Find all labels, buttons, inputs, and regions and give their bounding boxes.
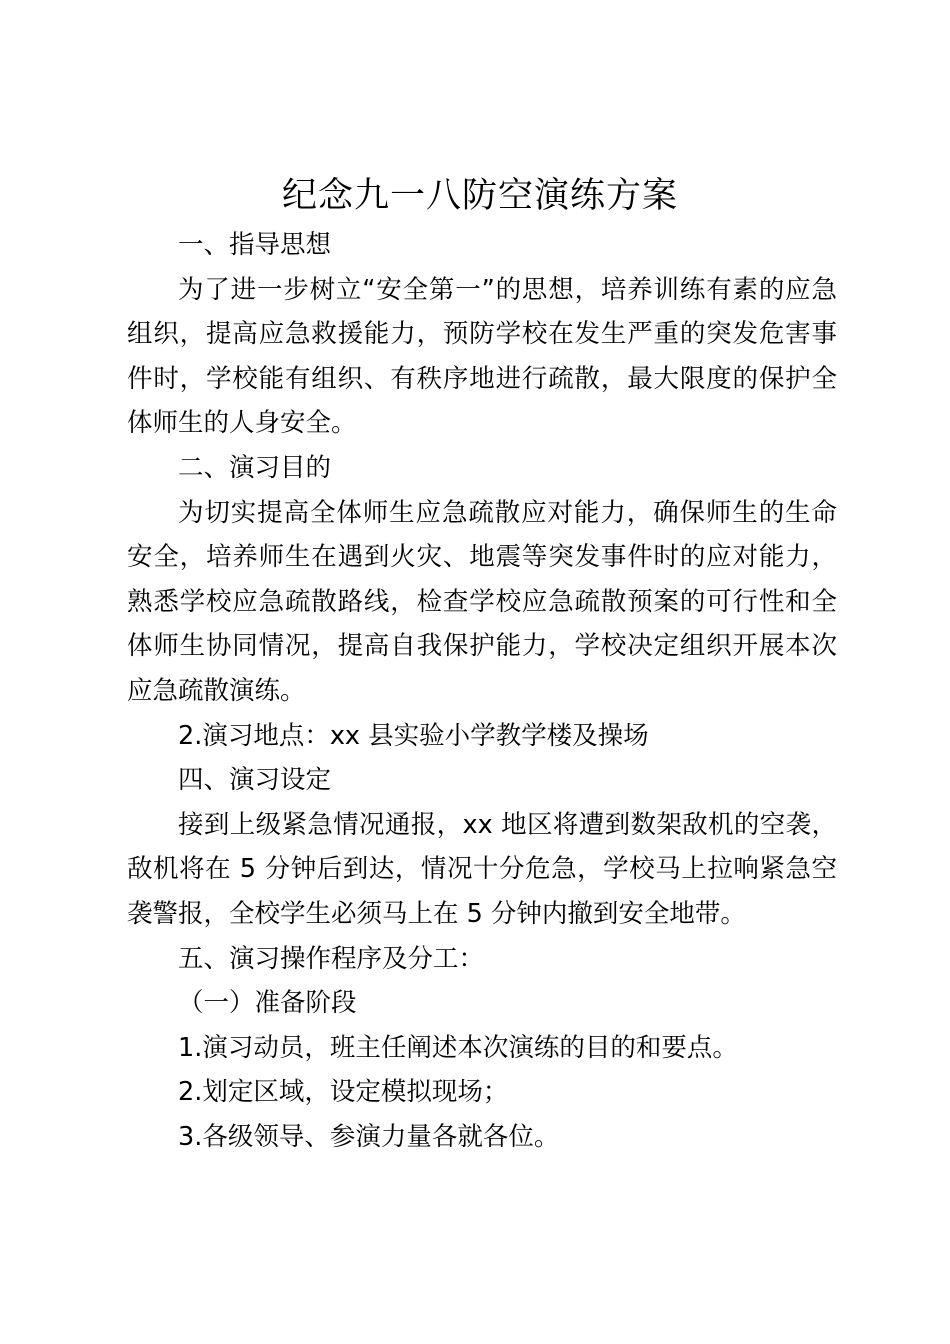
list-item-mobilization: 1.演习动员，班主任阐述本次演练的目的和要点。 [178, 1032, 738, 1063]
heading-guiding-thought: 一、指导思想 [178, 230, 332, 260]
document-title: 纪念九一八防空演练方案 [281, 176, 678, 216]
subheading-preparation-stage: （一）准备阶段 [178, 988, 357, 1019]
heading-drill-procedure: 五、演习操作程序及分工： [178, 943, 485, 974]
document-body [127, 223, 837, 1159]
heading-drill-setting: 四、演习设定 [178, 765, 332, 796]
list-item-designate-area: 2.划定区域，设定模拟现场； [178, 1077, 509, 1108]
list-item-positions: 3.各级领导、参演力量各就各位。 [178, 1121, 560, 1152]
paragraph-drill-setting: 接到上级紧急情况通报，xx 地区将遭到数架敌机的空袭，敌机将在 5 分钟后到达，情况十分危急，学校马上拉响紧急空袭警报，全校学生必须马上在 5 分钟内撤到安全地带。 [127, 809, 837, 929]
paragraph-guiding-thought: 为了进一步树立“安全第一”的思想，培养训练有素的应急组织，提高应急救援能力，预防学校在发生严重的突发危害事件时，学校能有组织、有秩序地进行疏散，最大限度的保护全体师生的人身安全。 [127, 274, 837, 439]
paragraph-drill-purpose: 为切实提高全体师生应急疏散应对能力，确保师生的生命安全，培养师生在遇到火灾、地震等突发事件时的应对能力，熟悉学校应急疏散路线，检查学校应急疏散预案的可行性和全体师生协同情况，提高自我保护能力，学校决定组织开展本次应急疏散演练。 [127, 497, 837, 706]
heading-drill-purpose: 二、演习目的 [178, 452, 332, 483]
paragraph-drill-location: 2.演习地点：xx 县实验小学教学楼及操场 [178, 720, 649, 751]
